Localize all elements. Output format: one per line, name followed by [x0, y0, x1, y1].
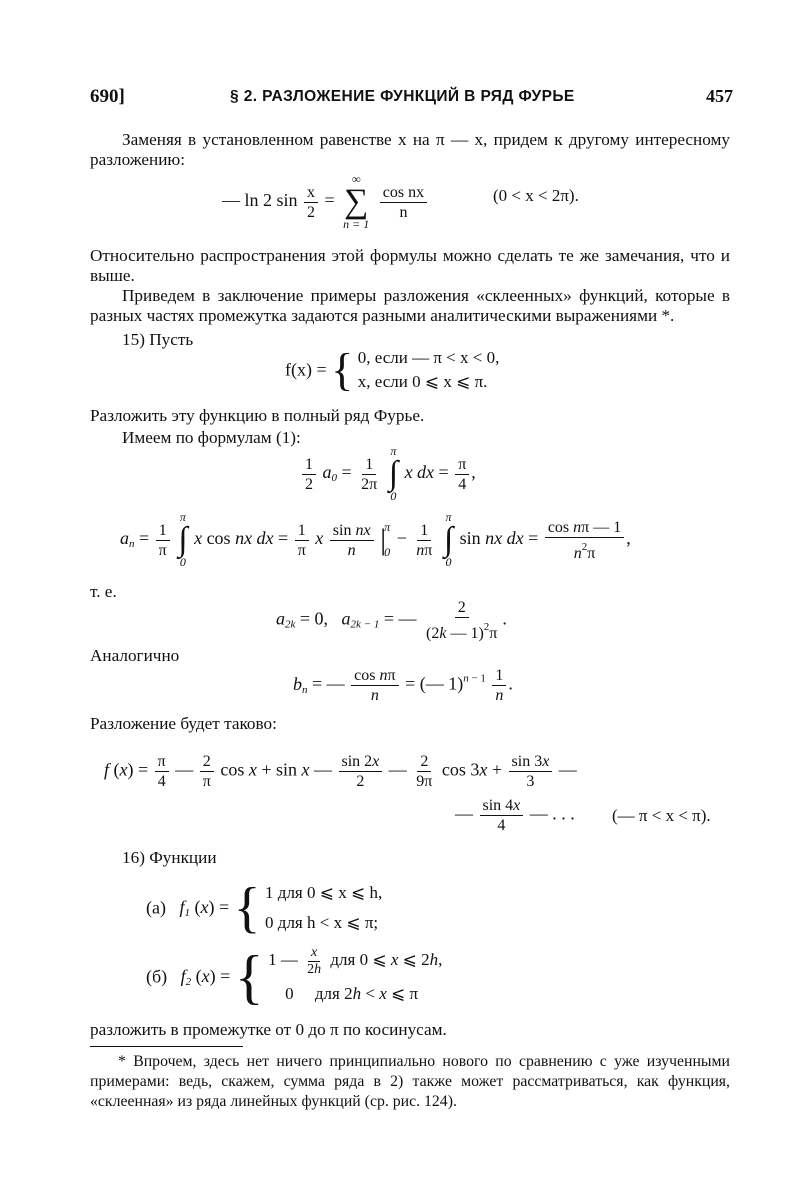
formula-an: $a_n$ = $\frac{1}{\pi}$ π ∫ 0 x cos nx dx = $\frac{1}{\pi}$ x $\frac{\text{sin nx}}{n}$ | π 0 − $\frac{1}{n\pi}$ π ∫ 0 sin nx dx = $\frac{\text{cos nπ — 1}}{n^2\pi}$ , [120, 510, 631, 569]
formula-ln-series: — ln 2 sin $\frac{x}{2}$ = ∞ ∑ n = 1 $\frac{\text{cos nx}}{n}$ [222, 172, 429, 232]
paragraph-cosine-task: разложить в промежутке от 0 до π по косинусам. [90, 1020, 447, 1039]
item-16-label: 16) Функции [122, 848, 217, 867]
left-brace: { [331, 344, 354, 395]
formula-a2k: $a_{2k} = 0$, $a_{2k - 1}$ = — $\frac{2}{(2k — 1)^2\pi}$ . [276, 599, 507, 642]
sum-sign: ∞ ∑ n = 1 [343, 172, 370, 231]
case-b2: 0 для 2h < x ⩽ π [268, 983, 419, 1003]
paragraph-formulas-ref: Имеем по формулам (1): [122, 428, 301, 447]
text-expansion-intro: Разложение будет таково: [90, 714, 277, 733]
paragraph-intro: Заменяя в установленном равенстве x на π — x, придем к другому интересному разложению: [90, 130, 730, 169]
text-that-is: т. е. [90, 582, 117, 601]
fraction-cosnx-over-n: $\frac{\text{cos nx}}{n}$ [380, 183, 427, 222]
formula-condition: (0 < x < 2π). [493, 186, 579, 205]
paragraph-remark: Относительно распространения этой формулы можно сделать те же замечания, что и выше. [90, 246, 730, 285]
fraction-x-over-2: $\frac{x}{2}$ [304, 183, 318, 222]
footnote: * Впрочем, здесь нет ничего принципиально нового по сравнению с уже изученными примерами: ведь, скажем, сумма ряда в 2) также может рассматриваться, как функция, «склеенная» из ряда линейных функций (ср. рис. 124). [90, 1053, 730, 1110]
paragraph-task: Разложить эту функцию в полный ряд Фурье. [90, 406, 425, 425]
case-1: 0, если — π < x < 0, [357, 348, 500, 367]
page-number-right: 457 [706, 86, 733, 106]
case-a2: 0 для h < x ⩽ π; [265, 913, 379, 932]
paragraph-examples: Приведем в заключение примеры разложения «склеенных» функций, которые в разных частях промежутка задаются разными аналитическими выражениями *. [90, 286, 730, 325]
formula-series-line-2: — $\frac{\sin 4x}{4}$ — . . . [455, 797, 575, 834]
formula-piecewise-15: f(x) = { 0, если — π < x < 0, x, если 0 ⩽ x ⩽ π. [285, 344, 500, 395]
left-brace: { [233, 877, 261, 939]
formula-series-condition: (— π < x < π). [612, 806, 711, 825]
text-similarly: Аналогично [90, 646, 180, 665]
case-a1: 1 для 0 ⩽ x ⩽ h, [265, 883, 383, 902]
left-brace: { [234, 943, 264, 1010]
formula-piecewise-16a: (а) $f_1$ (x) = { 1 для 0 ⩽ x ⩽ h, 0 для h < x ⩽ π; [146, 877, 383, 939]
formula-series-line-1: f (x) = $\frac{\pi}{4}$ — $\frac{2}{\pi}$ cos x + sin x — $\frac{\sin 2x}{2}$ — $\frac{2}{9\pi}$ cos 3x + $\frac{\sin 3x}{3}$ — [104, 753, 577, 790]
item-15-label: 15) Пусть [122, 330, 194, 349]
formula-bn: $b_n$ = — $\frac{\text{cos nπ}}{n}$ = (— 1)$^{n - 1}$ $\frac{1}{n}$ . [293, 667, 513, 704]
formula-piecewise-16b: (б) $f_2$ (x) = { 1 — $\frac{x}{2h}$ для 0 ⩽ x ⩽ 2h, 0 для 2h < x ⩽ π [146, 943, 443, 1010]
formula-a0: $\frac{1}{2}$ $a_0$ = $\frac{1}{2\pi}$ π ∫ 0 x dx = $\frac{\pi}{4}$ , [300, 444, 476, 504]
footnote-rule [90, 1046, 243, 1047]
case-2: x, если 0 ⩽ x ⩽ π. [357, 372, 488, 391]
formula-lhs: — ln 2 sin [222, 190, 298, 211]
page-number-left: 690] [90, 86, 125, 107]
section-title: § 2. РАЗЛОЖЕНИЕ ФУНКЦИЙ В РЯД ФУРЬЕ [230, 88, 575, 105]
case-b1: 1 — $\frac{x}{2h}$ для 0 ⩽ x ⩽ 2h, [268, 944, 443, 977]
